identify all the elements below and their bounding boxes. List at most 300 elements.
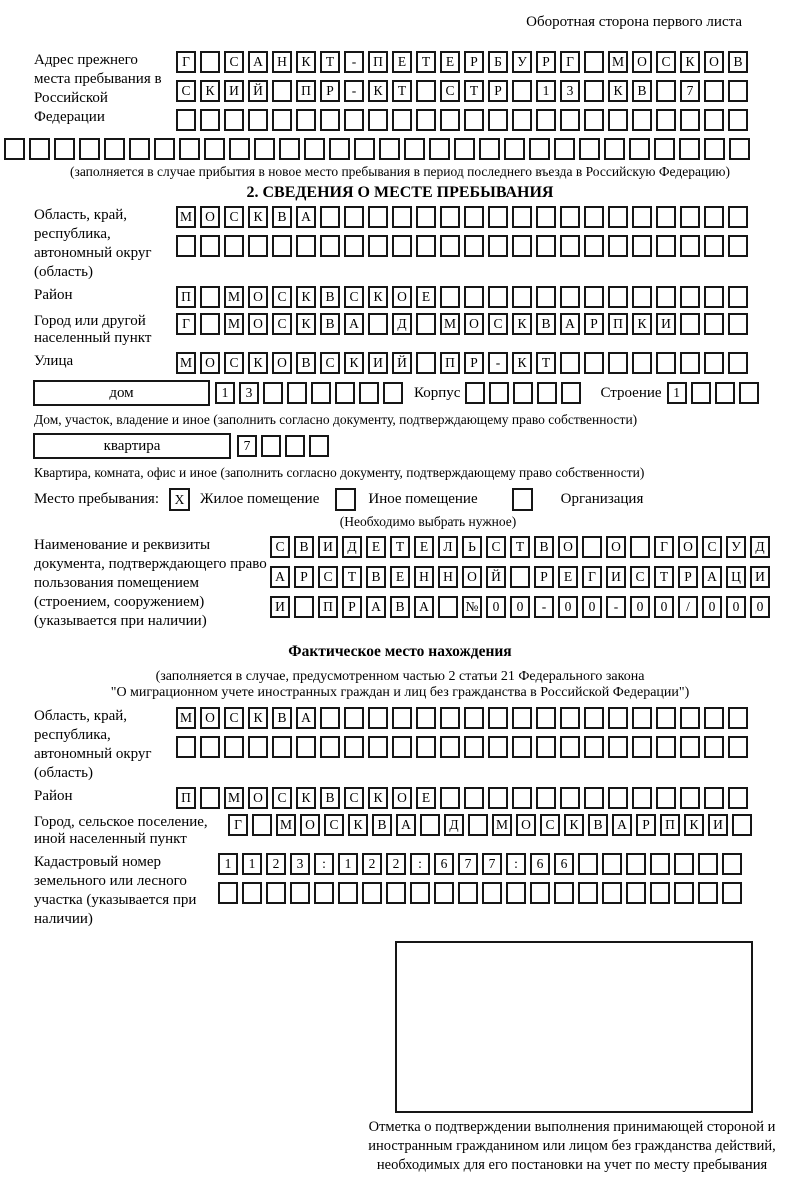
char-cell[interactable]: А [296,206,316,228]
char-cell[interactable] [582,536,602,558]
char-cell[interactable]: Г [560,51,580,73]
char-cell[interactable] [248,235,268,257]
char-cell[interactable] [674,853,694,875]
char-cell[interactable]: Р [488,80,508,102]
char-cell[interactable] [680,206,700,228]
char-cell[interactable]: А [270,566,290,588]
char-cell[interactable] [252,814,272,836]
char-cell[interactable]: И [656,313,676,335]
char-cell[interactable]: 1 [218,853,238,875]
char-cell[interactable]: В [320,787,340,809]
char-cell[interactable]: Т [320,51,340,73]
char-cell[interactable]: Д [392,313,412,335]
char-cell[interactable]: Е [558,566,578,588]
char-cell[interactable]: Т [416,51,436,73]
char-cell[interactable]: Е [440,51,460,73]
char-cell[interactable] [722,853,742,875]
char-cell[interactable]: К [564,814,584,836]
char-cell[interactable]: А [612,814,632,836]
char-cell[interactable]: С [344,286,364,308]
char-cell[interactable] [512,707,532,729]
char-cell[interactable] [560,352,580,374]
char-cell[interactable]: К [632,313,652,335]
char-cell[interactable]: 7 [237,435,257,457]
char-cell[interactable]: О [606,536,626,558]
char-cell[interactable]: А [248,51,268,73]
char-cell[interactable]: О [200,206,220,228]
char-cell[interactable]: В [728,51,748,73]
char-cell[interactable] [680,109,700,131]
char-cell[interactable]: В [294,536,314,558]
char-cell[interactable] [584,109,604,131]
char-cell[interactable] [536,787,556,809]
char-cell[interactable] [204,138,225,160]
char-cell[interactable] [656,80,676,102]
char-cell[interactable]: 3 [239,382,259,404]
char-cell[interactable] [656,235,676,257]
char-cell[interactable]: А [560,313,580,335]
char-cell[interactable]: У [726,536,746,558]
char-cell[interactable] [344,109,364,131]
char-cell[interactable]: Т [342,566,362,588]
char-cell[interactable] [728,235,748,257]
char-cell[interactable] [434,882,454,904]
char-cell[interactable] [416,235,436,257]
char-cell[interactable] [632,109,652,131]
char-cell[interactable]: В [366,566,386,588]
char-cell[interactable] [629,138,650,160]
char-cell[interactable]: В [536,313,556,335]
char-cell[interactable] [729,138,750,160]
char-cell[interactable] [79,138,100,160]
char-cell[interactable]: Д [342,536,362,558]
char-cell[interactable] [632,787,652,809]
char-cell[interactable]: О [462,566,482,588]
stay-option-other-checkbox[interactable] [335,488,356,511]
char-cell[interactable] [512,736,532,758]
char-cell[interactable] [410,882,430,904]
char-cell[interactable] [200,235,220,257]
char-cell[interactable]: К [680,51,700,73]
char-cell[interactable]: Р [320,80,340,102]
char-cell[interactable] [416,707,436,729]
char-cell[interactable] [338,882,358,904]
char-cell[interactable]: Т [536,352,556,374]
char-cell[interactable] [650,882,670,904]
char-cell[interactable] [386,882,406,904]
char-cell[interactable]: Ц [726,566,746,588]
char-cell[interactable]: М [176,352,196,374]
char-cell[interactable] [29,138,50,160]
char-cell[interactable]: 3 [290,853,310,875]
char-cell[interactable] [454,138,475,160]
char-cell[interactable]: В [372,814,392,836]
char-cell[interactable] [242,882,262,904]
char-cell[interactable]: И [750,566,770,588]
char-cell[interactable] [464,286,484,308]
char-cell[interactable] [464,707,484,729]
char-cell[interactable] [704,235,724,257]
stay-option-organization-checkbox[interactable] [512,488,533,511]
char-cell[interactable] [680,286,700,308]
char-cell[interactable]: Т [390,536,410,558]
char-cell[interactable] [329,138,350,160]
char-cell[interactable] [296,109,316,131]
char-cell[interactable] [656,707,676,729]
char-cell[interactable] [560,707,580,729]
char-cell[interactable] [440,736,460,758]
char-cell[interactable]: Т [654,566,674,588]
char-cell[interactable] [584,235,604,257]
char-cell[interactable] [739,382,759,404]
char-cell[interactable] [715,382,735,404]
char-cell[interactable]: 1 [667,382,687,404]
char-cell[interactable]: С [324,814,344,836]
char-cell[interactable] [698,853,718,875]
char-cell[interactable]: О [248,286,268,308]
char-cell[interactable] [506,882,526,904]
char-cell[interactable] [584,80,604,102]
char-cell[interactable] [179,138,200,160]
char-cell[interactable] [632,707,652,729]
char-cell[interactable] [488,707,508,729]
char-cell[interactable] [504,138,525,160]
char-cell[interactable] [656,352,676,374]
char-cell[interactable]: П [608,313,628,335]
char-cell[interactable] [368,235,388,257]
char-cell[interactable]: / [678,596,698,618]
char-cell[interactable] [728,80,748,102]
char-cell[interactable]: Г [176,313,196,335]
char-cell[interactable]: О [464,313,484,335]
char-cell[interactable]: М [224,286,244,308]
char-cell[interactable]: 7 [458,853,478,875]
char-cell[interactable] [512,286,532,308]
char-cell[interactable] [218,882,238,904]
char-cell[interactable] [392,206,412,228]
char-cell[interactable]: Л [438,536,458,558]
char-cell[interactable] [704,286,724,308]
char-cell[interactable]: К [368,80,388,102]
char-cell[interactable] [368,109,388,131]
char-cell[interactable]: М [608,51,628,73]
char-cell[interactable]: Е [392,51,412,73]
char-cell[interactable] [510,566,530,588]
char-cell[interactable] [296,235,316,257]
char-cell[interactable] [512,109,532,131]
char-cell[interactable]: А [344,313,364,335]
char-cell[interactable] [626,853,646,875]
char-cell[interactable]: К [368,787,388,809]
char-cell[interactable] [440,707,460,729]
char-cell[interactable]: О [248,787,268,809]
char-cell[interactable]: 1 [338,853,358,875]
char-cell[interactable]: К [512,352,532,374]
char-cell[interactable] [560,286,580,308]
char-cell[interactable]: Б [488,51,508,73]
char-cell[interactable] [416,736,436,758]
char-cell[interactable] [368,707,388,729]
char-cell[interactable]: С [176,80,196,102]
char-cell[interactable] [680,235,700,257]
char-cell[interactable] [229,138,250,160]
char-cell[interactable]: В [390,596,410,618]
char-cell[interactable]: К [608,80,628,102]
char-cell[interactable] [200,109,220,131]
char-cell[interactable]: 0 [726,596,746,618]
char-cell[interactable]: М [492,814,512,836]
char-cell[interactable] [488,109,508,131]
char-cell[interactable] [680,352,700,374]
char-cell[interactable]: 6 [554,853,574,875]
char-cell[interactable]: 0 [558,596,578,618]
char-cell[interactable] [537,382,557,404]
char-cell[interactable]: У [512,51,532,73]
char-cell[interactable] [680,707,700,729]
char-cell[interactable] [728,787,748,809]
char-cell[interactable]: С [224,707,244,729]
char-cell[interactable]: - [488,352,508,374]
char-cell[interactable]: С [656,51,676,73]
char-cell[interactable] [536,736,556,758]
char-cell[interactable] [200,286,220,308]
char-cell[interactable]: Р [584,313,604,335]
char-cell[interactable] [379,138,400,160]
char-cell[interactable]: Р [464,51,484,73]
char-cell[interactable] [536,235,556,257]
char-cell[interactable] [674,882,694,904]
char-cell[interactable] [602,853,622,875]
char-cell[interactable] [440,787,460,809]
char-cell[interactable]: С [630,566,650,588]
char-cell[interactable]: С [488,313,508,335]
char-cell[interactable] [704,313,724,335]
char-cell[interactable] [704,787,724,809]
char-cell[interactable]: В [272,206,292,228]
char-cell[interactable] [344,206,364,228]
char-cell[interactable] [464,109,484,131]
char-cell[interactable]: П [176,286,196,308]
char-cell[interactable] [584,286,604,308]
char-cell[interactable]: Е [366,536,386,558]
char-cell[interactable] [512,787,532,809]
char-cell[interactable] [224,109,244,131]
char-cell[interactable]: 1 [215,382,235,404]
char-cell[interactable] [632,352,652,374]
char-cell[interactable] [704,707,724,729]
char-cell[interactable]: 0 [630,596,650,618]
char-cell[interactable]: 2 [266,853,286,875]
char-cell[interactable]: - [344,51,364,73]
char-cell[interactable] [536,707,556,729]
char-cell[interactable] [392,109,412,131]
char-cell[interactable] [602,882,622,904]
char-cell[interactable] [679,138,700,160]
char-cell[interactable] [554,882,574,904]
char-cell[interactable] [368,313,388,335]
char-cell[interactable] [654,138,675,160]
char-cell[interactable] [440,206,460,228]
char-cell[interactable] [416,109,436,131]
char-cell[interactable]: Й [392,352,412,374]
char-cell[interactable] [728,109,748,131]
char-cell[interactable]: Р [636,814,656,836]
char-cell[interactable] [704,109,724,131]
char-cell[interactable]: Г [654,536,674,558]
char-cell[interactable]: А [702,566,722,588]
char-cell[interactable] [578,882,598,904]
char-cell[interactable] [464,206,484,228]
char-cell[interactable] [464,787,484,809]
char-cell[interactable]: К [348,814,368,836]
char-cell[interactable]: 7 [482,853,502,875]
char-cell[interactable]: И [270,596,290,618]
char-cell[interactable]: 0 [582,596,602,618]
char-cell[interactable]: С [272,787,292,809]
char-cell[interactable] [560,206,580,228]
char-cell[interactable] [438,596,458,618]
char-cell[interactable] [680,787,700,809]
char-cell[interactable]: П [440,352,460,374]
char-cell[interactable] [440,235,460,257]
char-cell[interactable] [368,206,388,228]
char-cell[interactable]: О [300,814,320,836]
char-cell[interactable]: Й [486,566,506,588]
char-cell[interactable] [392,707,412,729]
char-cell[interactable] [608,235,628,257]
char-cell[interactable] [560,736,580,758]
char-cell[interactable]: А [396,814,416,836]
char-cell[interactable]: М [176,206,196,228]
char-cell[interactable] [272,109,292,131]
char-cell[interactable] [488,787,508,809]
char-cell[interactable] [704,736,724,758]
char-cell[interactable] [512,235,532,257]
char-cell[interactable] [224,736,244,758]
char-cell[interactable] [489,382,509,404]
char-cell[interactable]: 0 [510,596,530,618]
char-cell[interactable] [584,206,604,228]
char-cell[interactable] [368,736,388,758]
char-cell[interactable]: К [248,206,268,228]
char-cell[interactable] [584,352,604,374]
char-cell[interactable] [656,736,676,758]
char-cell[interactable] [513,382,533,404]
char-cell[interactable] [404,138,425,160]
char-cell[interactable]: Г [582,566,602,588]
char-cell[interactable]: 1 [536,80,556,102]
char-cell[interactable] [314,882,334,904]
char-cell[interactable]: Е [414,536,434,558]
char-cell[interactable]: И [368,352,388,374]
char-cell[interactable] [296,736,316,758]
char-cell[interactable]: С [318,566,338,588]
char-cell[interactable]: Д [750,536,770,558]
char-cell[interactable] [604,138,625,160]
char-cell[interactable] [632,736,652,758]
char-cell[interactable]: В [534,536,554,558]
char-cell[interactable]: : [314,853,334,875]
char-cell[interactable] [416,80,436,102]
char-cell[interactable]: В [320,313,340,335]
char-cell[interactable]: В [296,352,316,374]
char-cell[interactable]: О [248,313,268,335]
char-cell[interactable]: 7 [680,80,700,102]
char-cell[interactable] [309,435,329,457]
char-cell[interactable] [608,787,628,809]
char-cell[interactable] [320,707,340,729]
char-cell[interactable] [704,80,724,102]
char-cell[interactable] [287,382,307,404]
char-cell[interactable]: Г [176,51,196,73]
char-cell[interactable]: С [272,313,292,335]
char-cell[interactable] [530,882,550,904]
char-cell[interactable] [420,814,440,836]
char-cell[interactable] [279,138,300,160]
char-cell[interactable] [285,435,305,457]
char-cell[interactable] [560,787,580,809]
char-cell[interactable]: Е [390,566,410,588]
char-cell[interactable] [698,882,718,904]
char-cell[interactable] [224,235,244,257]
char-cell[interactable]: О [200,707,220,729]
char-cell[interactable] [383,382,403,404]
char-cell[interactable] [529,138,550,160]
char-cell[interactable]: М [440,313,460,335]
char-cell[interactable] [320,235,340,257]
char-cell[interactable] [200,313,220,335]
char-cell[interactable]: Т [510,536,530,558]
char-cell[interactable]: М [224,313,244,335]
char-cell[interactable]: О [632,51,652,73]
char-cell[interactable] [578,853,598,875]
char-cell[interactable] [608,736,628,758]
char-cell[interactable] [200,736,220,758]
char-cell[interactable]: 1 [242,853,262,875]
char-cell[interactable]: 0 [654,596,674,618]
char-cell[interactable]: П [318,596,338,618]
char-cell[interactable] [464,736,484,758]
char-cell[interactable] [488,286,508,308]
char-cell[interactable]: Р [534,566,554,588]
char-cell[interactable]: - [344,80,364,102]
char-cell[interactable] [728,206,748,228]
char-cell[interactable]: М [176,707,196,729]
char-cell[interactable] [272,80,292,102]
char-cell[interactable] [728,313,748,335]
char-cell[interactable] [320,109,340,131]
char-cell[interactable] [200,51,220,73]
char-cell[interactable] [626,882,646,904]
char-cell[interactable] [272,736,292,758]
char-cell[interactable]: М [276,814,296,836]
char-cell[interactable]: - [606,596,626,618]
char-cell[interactable] [479,138,500,160]
char-cell[interactable]: 0 [702,596,722,618]
char-cell[interactable]: П [368,51,388,73]
char-cell[interactable] [416,313,436,335]
char-cell[interactable]: О [558,536,578,558]
char-cell[interactable]: В [632,80,652,102]
char-cell[interactable] [512,80,532,102]
char-cell[interactable]: К [684,814,704,836]
char-cell[interactable]: Р [464,352,484,374]
char-cell[interactable] [104,138,125,160]
char-cell[interactable] [488,235,508,257]
char-cell[interactable] [632,206,652,228]
char-cell[interactable]: Р [678,566,698,588]
char-cell[interactable] [261,435,281,457]
